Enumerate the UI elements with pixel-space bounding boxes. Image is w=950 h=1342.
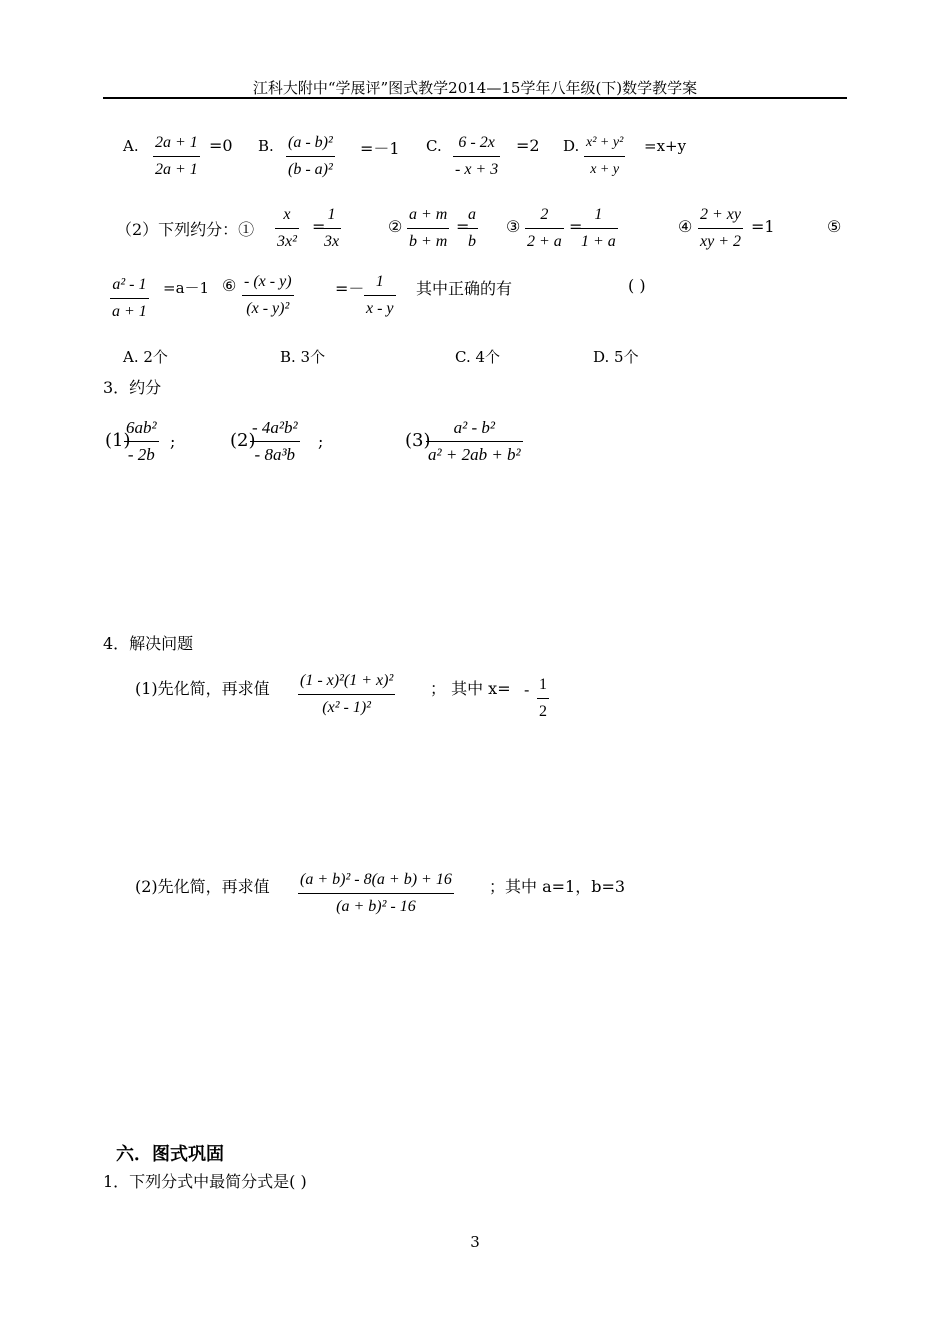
option-b-fraction (286, 133, 335, 180)
option-c-tail: =2 (516, 136, 540, 155)
header-rule (103, 97, 847, 99)
q2-question: 其中正确的有 (416, 279, 513, 298)
option-d-fraction (584, 133, 625, 180)
q3-part3-label: (3) (405, 430, 431, 451)
q2-marker-5: ⑤ (827, 217, 842, 236)
q3-part2-label: (2) (230, 430, 256, 451)
fraction-bar (407, 228, 449, 229)
option-c-denominator: - x + 3 (455, 161, 499, 178)
q2-f5-tail: =a－1 (163, 279, 210, 297)
fraction-bar (466, 228, 478, 229)
fraction-bar (364, 295, 396, 296)
fraction-bar (298, 893, 454, 894)
q2-f6-eq: =－ (335, 279, 365, 298)
numerator: x (283, 206, 291, 223)
q2-f6-left (242, 272, 294, 319)
denominator: a² + 2ab + b² (428, 445, 521, 464)
q2-option-c: C. 4个 (455, 348, 501, 366)
q3-part1-label: (1) (105, 430, 131, 451)
q2-option-a: A. 2个 (123, 348, 168, 366)
numerator: - (x - y) (244, 273, 292, 290)
q2-f3-eq: = (569, 217, 583, 236)
section6-title: 六．图式巩固 (116, 1144, 224, 1165)
option-a-numerator: 2a + 1 (155, 134, 198, 151)
fraction-bar (124, 441, 159, 442)
denominator: b + m (409, 233, 448, 250)
numerator: (1 - x)²(1 + x)² (300, 672, 394, 689)
denominator: a + 1 (112, 303, 147, 320)
q2-f2-left (407, 205, 449, 252)
q3-title: 3．约分 (103, 378, 162, 397)
q4-sub1-mid: ； 其中 x= (430, 679, 511, 698)
numerator: 2 (540, 206, 549, 223)
option-a-denominator: 2a + 1 (155, 161, 198, 178)
q4-sub2-fraction (298, 870, 454, 917)
option-a-tail: =0 (209, 136, 233, 155)
option-d-tail: =x+y (644, 137, 687, 155)
option-b-denominator: (b - a)² (288, 161, 333, 178)
fraction-bar (275, 228, 299, 229)
option-a-label: A. (123, 137, 139, 155)
q2-f5 (110, 275, 149, 322)
q2-label: （2）下列约分：① (116, 220, 255, 239)
q2-f3-left (525, 205, 564, 252)
denominator: 3x² (277, 233, 297, 250)
option-d-label: D. (563, 137, 580, 155)
fraction-bar (242, 295, 294, 296)
q2-marker-3: ③ (506, 217, 521, 236)
fraction-bar (537, 698, 549, 699)
q4-sub1-value-fraction (537, 675, 549, 722)
numerator: (a + b)² - 8(a + b) + 16 (300, 871, 452, 888)
q2-f4-tail: =1 (751, 217, 775, 236)
q2-f4 (698, 205, 743, 252)
page-header: 江科大附中“学展评”图式教学2014—15学年八年级(下)数学教学案 (252, 79, 698, 97)
denominator: (a + b)² - 16 (336, 898, 416, 915)
numerator: a² - b² (453, 418, 495, 437)
option-d-denominator: x + y (590, 162, 620, 177)
option-c-numerator: 6 - 2x (458, 134, 495, 151)
numerator: - 4a²b² (252, 418, 298, 437)
fraction-bar (698, 228, 743, 229)
q2-f3-right (579, 205, 618, 252)
fraction-bar (426, 441, 523, 442)
numerator: 2 + xy (700, 206, 741, 223)
option-d-numerator: x² + y² (586, 135, 624, 150)
q4-title: 4．解决问题 (103, 634, 194, 653)
fraction-bar (322, 228, 341, 229)
q2-f1-eq: = (312, 217, 326, 236)
numerator: a² - 1 (112, 276, 147, 293)
fraction-bar (110, 298, 149, 299)
fraction-bar (250, 441, 300, 442)
fraction-bar (525, 228, 564, 229)
fraction-bar (286, 156, 335, 157)
q2-f1-left (275, 205, 299, 252)
denominator: - 2b (127, 445, 155, 464)
q2-option-b: B. 3个 (280, 348, 326, 366)
denominator: - 8a³b (254, 445, 296, 464)
q2-option-d: D. 5个 (593, 348, 639, 366)
numerator: 1 (375, 273, 384, 290)
q3-part1-fraction (124, 418, 159, 465)
q4-sub1-label: (1)先化简，再求值 (135, 679, 270, 698)
numerator: 1 (327, 206, 336, 223)
fraction-bar (453, 156, 500, 157)
q2-f2-eq: = (456, 217, 470, 236)
numerator: a (468, 206, 476, 223)
option-a-fraction (153, 133, 200, 180)
q4-sub1-fraction (298, 671, 395, 718)
q3-part1-tail: ; (170, 432, 176, 451)
numerator: a + m (409, 206, 448, 223)
q2-f2-right (466, 205, 478, 252)
q2-f1-right (322, 205, 341, 252)
denominator: x - y (366, 300, 394, 317)
numerator: 1 (539, 676, 547, 693)
option-b-tail: =－1 (360, 139, 400, 158)
q2-marker-6: ⑥ (222, 276, 237, 295)
q3-part2-tail: ; (318, 432, 324, 451)
option-c-label: C. (426, 137, 442, 155)
q3-part3-fraction (426, 418, 523, 465)
fraction-bar (584, 156, 625, 157)
section6-question-1: 1．下列分式中最简分式是( ) (103, 1172, 307, 1191)
denominator: 2 + a (527, 233, 562, 250)
numerator: 6ab² (126, 418, 157, 437)
option-c-fraction (453, 133, 500, 180)
fraction-bar (153, 156, 200, 157)
q2-answer-paren: ( ) (628, 276, 646, 295)
denominator: (x² - 1)² (322, 699, 371, 716)
q2-f6-right (364, 272, 396, 319)
fraction-bar (579, 228, 618, 229)
page-number: 3 (470, 1233, 480, 1251)
option-b-label: B. (258, 137, 274, 155)
q2-marker-2: ② (388, 217, 403, 236)
denominator: xy + 2 (700, 233, 741, 250)
denominator: 1 + a (581, 233, 616, 250)
numerator: 1 (594, 206, 603, 223)
option-b-numerator: (a - b)² (288, 134, 333, 151)
q4-sub1-sign: - (524, 680, 530, 699)
q4-sub2-tail: ；其中 a=1，b=3 (489, 877, 626, 896)
q4-sub2-label: (2)先化简，再求值 (135, 877, 270, 896)
denominator: 2 (539, 703, 547, 720)
q3-part2-fraction (250, 418, 300, 465)
denominator: 3x (324, 233, 340, 250)
q2-marker-4: ④ (678, 217, 693, 236)
denominator: (x - y)² (246, 300, 290, 317)
denominator: b (468, 233, 476, 250)
fraction-bar (298, 694, 395, 695)
